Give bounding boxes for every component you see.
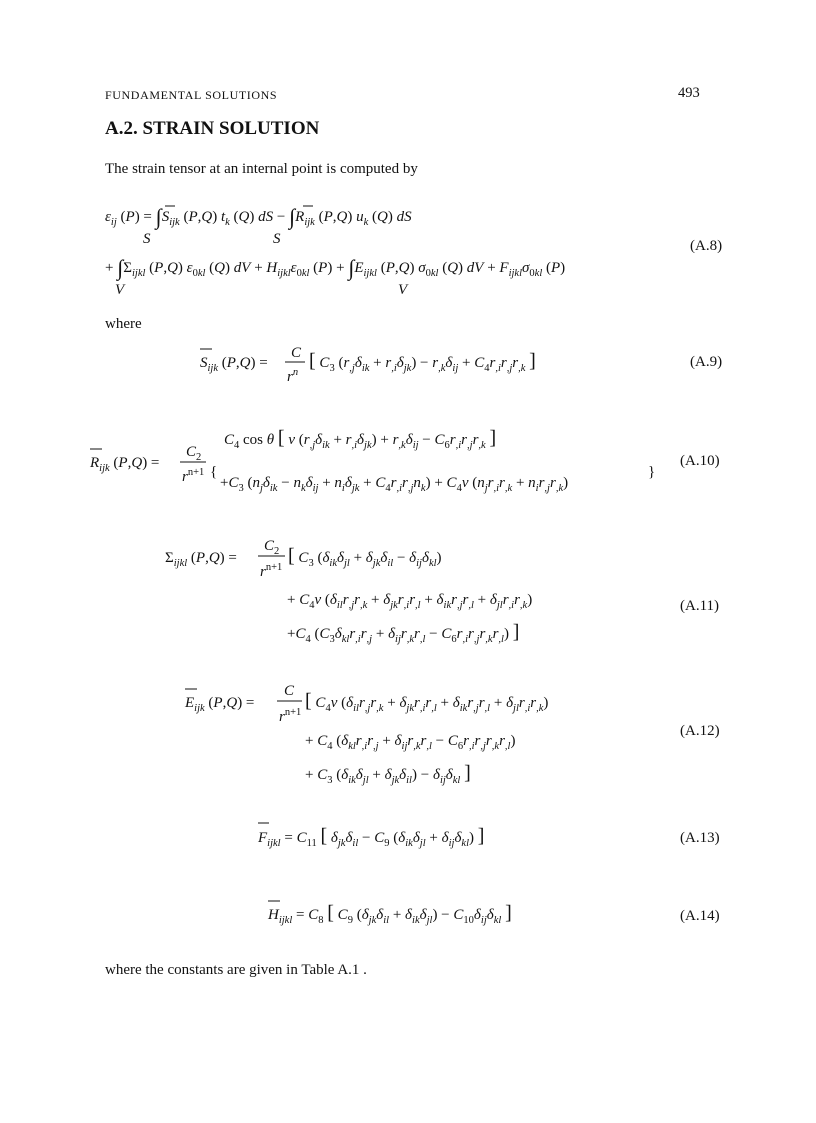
svg-text:Σijkl (P,Q) =: $\Sigma_{ijkl}$ (P,Q) = <box>165 550 237 569</box>
equation-number-a14: (A.14) <box>680 908 720 924</box>
svg-text:C2: $C_2$ <box>264 538 280 557</box>
running-header: FUNDAMENTAL SOLUTIONS <box>105 88 278 102</box>
equation-number-a10: (A.10) <box>680 453 720 469</box>
svg-text:+C3 (njδik − nkδij + niδjk + C: $+C_3$ $(n_j\delta_{ik} - n_k\delta_{ij} + n_i\delta_{jk} + C_4r_{,i}r_{,j}n_k) + C_4\nu$ $(n_jr_{,i}r_{,k} + n_ir_{,j}r_{,k})$ <box>220 475 569 494</box>
equation-number-a12: (A.12) <box>680 723 720 739</box>
closing-paragraph: where the constants are given in Table A.1 . <box>105 962 367 978</box>
equation-number-a9: (A.9) <box>690 354 723 370</box>
svg-text:rn+1: $r^{n+1}$ <box>182 467 205 485</box>
svg-text:[ C4ν (δilr,jr,k + δjkr,ir,l +: [ $C_4\nu$ $(\delta_{il}r_{,j}r_{,k} + \delta_{jk}r_{,i}r_{,l} + \delta_{ik}r_{,j}r_{,l} + \delta_{jl}r_{,i}r_{,k})$ <box>305 690 549 714</box>
svg-text:Sijk (P,Q) =: $S_{ijk}$ (P,Q) = <box>200 355 268 374</box>
page-number: 493 <box>678 85 700 101</box>
svg-text:C: C <box>291 345 302 361</box>
svg-text:Hijkl = C8 [ C9 (δjkδil + δikδ: $H_{ijkl} = C_8$ [ $C_9$ $(\delta_{jk}\delta_{il} + \delta_{ik}\delta_{jl}) - C_{10}\delta_{ij}\delta_{kl}$ ] <box>268 902 512 926</box>
svg-text:V: V <box>115 282 125 298</box>
svg-text:C4 cos θ [ ν (r,jδik + r,iδjk): $C_4$ cos θ [ ν $(r_{,j}\delta_{ik} + r_{,i}\delta_{jk}) + r_{,k}\delta_{ij} - C_6r_{,i}r_{,j}r_{,k}$ ] <box>224 427 497 451</box>
svg-text:rn: $r^n$ <box>287 367 299 385</box>
svg-text:V: V <box>398 282 408 298</box>
svg-text:+ C3 (δikδjl + δjkδil) − δijδk: + $C_3$ $(\delta_{ik}\delta_{jl} + \delta_{jk}\delta_{il}) - \delta_{ij}\delta_{kl}$ ] <box>305 762 471 786</box>
svg-text:}: } <box>648 464 656 480</box>
svg-text:εij (P) = ∫Sijk (P,Q) tk (Q) d: $\varepsilon_{ij}$ $(P) = \int S_{ijk}$ (P,Q) $t_k$ (Q) dS − $\int R_{ijk}$ (P,Q) $u_k$ (Q) dS <box>105 204 412 229</box>
equation-number-a11: (A.11) <box>680 598 720 614</box>
svg-text:Rijk (P,Q) =: $R_{ijk}$ (P,Q) = <box>90 455 160 474</box>
svg-text:rn+1: $r^{n+1}$ <box>279 707 302 725</box>
section-title: A.2. STRAIN SOLUTION <box>105 118 320 139</box>
svg-text:C: C <box>284 683 295 699</box>
equation-number-a8: (A.8) <box>690 238 723 254</box>
svg-text:Fijkl = C11 [ δjkδil − C9 (δik: $F_{ijkl} = C_{11}$ [ $\delta_{jk}\delta_{il} - C_9$ $(\delta_{ik}\delta_{jl} + \delta_{ij}\delta_{kl})$ ] <box>258 825 485 849</box>
svg-text:rn+1: $r^{n+1}$ <box>260 562 283 580</box>
svg-text:+C4 (C3δklr,ir,j + δijr,kr,l −: $+C_4$ $(C_3\delta_{kl}r_{,i}r_{,j} + \delta_{ij}r_{,k}r_{,l} - C_6r_{,i}r_{,j}r_{,k}r_{,l})$ ] <box>287 621 520 645</box>
svg-text:S: S <box>143 231 151 247</box>
svg-text:+ C4ν (δilr,jr,k + δjkr,ir,l +: + $C_4\nu$ $(\delta_{il}r_{,j}r_{,k} + \delta_{jk}r_{,i}r_{,l} + \delta_{ik}r_{,j}r_{,l} + \delta_{jl}r_{,i}r_{,k})$ <box>287 592 533 611</box>
svg-text:Eijk (P,Q) =: $E_{ijk}$ (P,Q) = <box>185 695 255 714</box>
svg-text:C2: $C_2$ <box>186 444 202 463</box>
intro-paragraph: The strain tensor at an internal point is computed by <box>105 161 418 177</box>
svg-text:+ ∫Σijkl (P,Q) ε0kl (Q) dV + H: + $\int\Sigma_{ijkl}$ (P,Q) $\varepsilon_0kl$ (Q) dV + $H_{ijkl}\varepsilon_0kl$ $(P) + \int E_{ijkl}$ (P,Q) $\sigma_0kl$ (Q) dV + $F_{ijkl}\sigma_0kl$ (P) <box>105 255 566 280</box>
svg-text:{: { <box>210 464 218 480</box>
equation-number-a13: (A.13) <box>680 830 720 846</box>
svg-text:[ C3 (r,jδik + r,iδjk) − r,kδi: [ $C_3$ $(r_{,j}\delta_{ik} + r_{,i}\delta_{jk}) - r_{,k}\delta_{ij} + C_4r_{,i}r_{,j}r_{,k}$ ] <box>309 350 536 374</box>
where-label: where <box>105 316 142 332</box>
svg-text:[ C3 (δikδjl + δjkδil − δijδkl: [ $C_3$ $(\delta_{ik}\delta_{jl} + \delta_{jk}\delta_{il} - \delta_{ij}\delta_{kl})$ <box>288 545 442 569</box>
svg-text:+ C4 (δklr,ir,j + δijr,kr,l −: + $C_4$ $(\delta_{kl}r_{,i}r_{,j} + \delta_{ij}r_{,k}r_{,l} - C_6r_{,i}r_{,j}r_{,k}r_{,l})$ <box>305 733 516 752</box>
svg-text:S: S <box>273 231 281 247</box>
